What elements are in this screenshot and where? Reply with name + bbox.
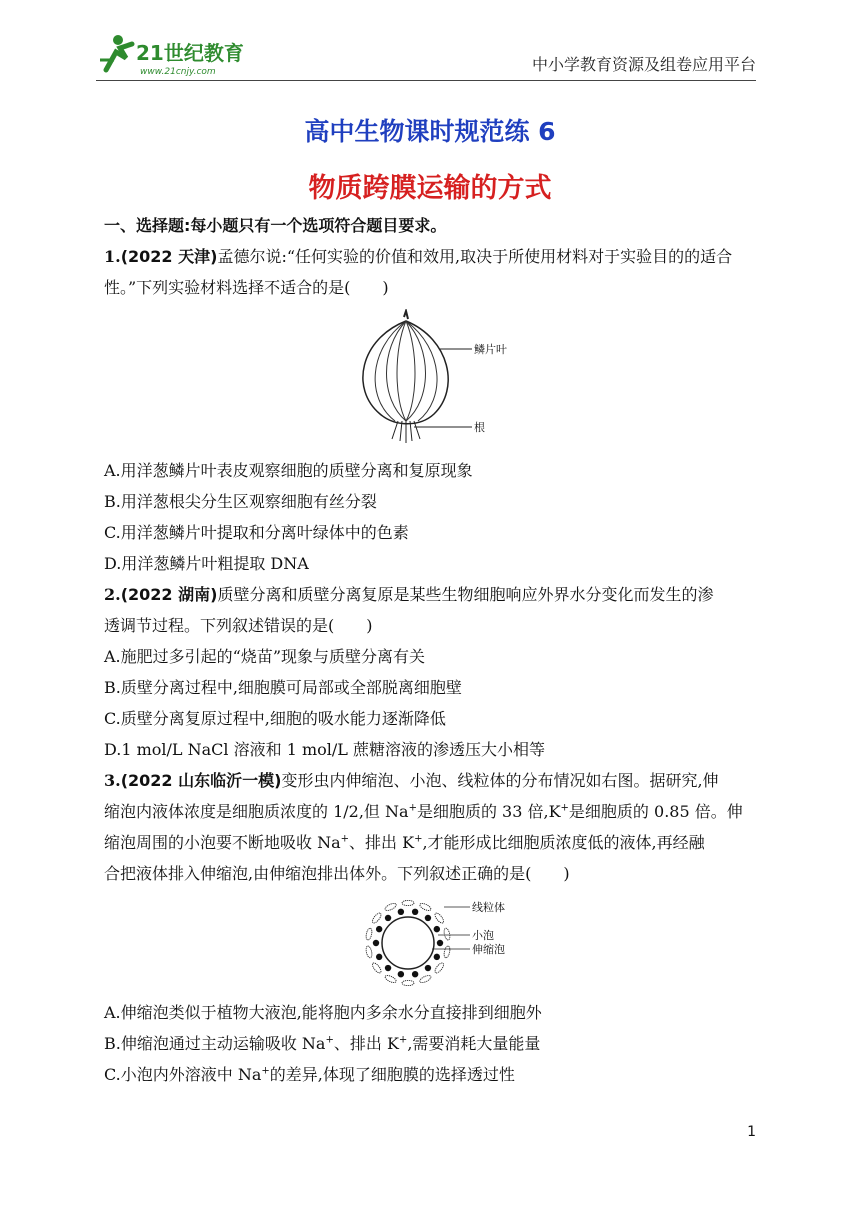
question-number: 1. — [104, 247, 121, 266]
option-text: 的差异,体现了细胞膜的选择透过性 — [269, 1065, 515, 1084]
stem-text: 缩泡内液体浓度是细胞质浓度的 1/2,但 Na — [104, 802, 409, 821]
mitochondrion — [433, 962, 445, 975]
small-vesicle — [412, 909, 418, 915]
label-root: 根 — [474, 421, 485, 434]
contractile-vacuole-figure — [348, 893, 528, 993]
mitochondrion — [443, 945, 451, 958]
q1-option-b: B.用洋葱根尖分生区观察细胞有丝分裂 — [104, 492, 377, 511]
question-source: (2022 湖南) — [120, 585, 218, 604]
page-subtitle: 物质跨膜运输的方式 — [308, 173, 552, 204]
header-platform-text: 中小学教育资源及组卷应用平台 — [531, 55, 756, 74]
label-leaf: 鳞片叶 — [474, 343, 507, 356]
small-vesicle — [412, 971, 418, 977]
question-content — [104, 210, 760, 1090]
small-vesicle — [385, 915, 391, 921]
q2-option-b: B.质壁分离过程中,细胞膜可局部或全部脱离细胞壁 — [104, 678, 462, 697]
question-1-stem — [104, 241, 760, 272]
label-contractile-vacuole: 伸缩泡 — [472, 943, 505, 956]
q2-option-a: A.施肥过多引起的“烧苗”现象与质壁分离有关 — [104, 647, 426, 666]
question-source: (2022 天津) — [120, 247, 218, 266]
question-2-stem — [104, 579, 760, 610]
contractile-vacuole — [382, 917, 434, 969]
onion-figure — [340, 309, 540, 449]
small-vesicle — [385, 965, 391, 971]
stem-text: 是细胞质的 0.85 倍。伸 — [568, 802, 743, 821]
mitochondrion — [433, 912, 445, 925]
small-vesicle — [434, 954, 440, 960]
superscript: + — [261, 1065, 270, 1077]
option-text: C.小泡内外溶液中 Na — [104, 1065, 262, 1084]
small-vesicle — [434, 926, 440, 932]
superscript: + — [398, 1034, 408, 1046]
question-source: (2022 山东临沂一模) — [120, 771, 282, 790]
stem-text: 质壁分离和质壁分离复原是某些生物细胞响应外界水分变化而发生的渗 — [217, 585, 714, 604]
q1-option-c: C.用洋葱鳞片叶提取和分离叶绿体中的色素 — [104, 523, 409, 542]
q2-option-c: C.质壁分离复原过程中,细胞的吸水能力逐渐降低 — [104, 709, 446, 728]
small-vesicle — [376, 926, 382, 932]
mitochondrion — [365, 928, 373, 941]
question-3-stem-line3 — [104, 827, 760, 858]
superscript: + — [560, 802, 569, 814]
mitochondrion — [371, 912, 383, 925]
logo-url: www.21cnjy.com — [140, 67, 216, 77]
small-vesicle — [398, 909, 404, 915]
mitochondrion — [443, 928, 451, 941]
superscript: + — [414, 833, 423, 845]
question-number: 2. — [104, 585, 121, 604]
question-3-stem — [104, 765, 760, 796]
mitochondrion — [371, 962, 383, 975]
question-1-stem-cont: 性。”下列实验材料选择不适合的是( ) — [104, 278, 389, 297]
small-vesicle — [373, 940, 379, 946]
option-text: 、排出 K — [333, 1034, 399, 1053]
question-3-stem-line4: 合把液体排入伸缩泡,由伸缩泡排出体外。下列叙述正确的是( ) — [104, 864, 570, 883]
mitochondrion — [402, 900, 414, 905]
small-vesicle — [425, 915, 431, 921]
superscript: + — [408, 802, 417, 814]
page-header — [96, 30, 756, 78]
q3-option-c — [104, 1059, 760, 1090]
option-text: B.伸缩泡通过主动运输吸收 Na — [104, 1034, 326, 1053]
q3-option-a: A.伸缩泡类似于植物大液泡,能将胞内多余水分直接排到细胞外 — [104, 1003, 542, 1022]
mitochondrion — [419, 902, 432, 912]
q1-option-d: D.用洋葱鳞片叶粗提取 DNA — [104, 554, 309, 573]
mitochondrion — [384, 902, 397, 912]
stem-text: 孟德尔说:“任何实验的价值和效用,取决于所使用材料对于实验目的的适合 — [217, 247, 733, 266]
q2-option-d: D.1 mol/L NaCl 溶液和 1 mol/L 蔗糖溶液的渗透压大小相等 — [104, 740, 545, 759]
stem-text: ,才能形成比细胞质浓度低的液体,再经融 — [422, 833, 705, 852]
page-number: 1 — [747, 1124, 756, 1140]
stem-text: 是细胞质的 33 倍,K — [416, 802, 561, 821]
superscript: + — [325, 1034, 334, 1046]
superscript: + — [340, 833, 350, 845]
q3-option-b — [104, 1028, 760, 1059]
question-3-stem-line2 — [104, 796, 760, 827]
label-small-vesicle: 小泡 — [472, 929, 494, 942]
label-mitochondria: 线粒体 — [472, 901, 505, 914]
q1-option-a: A.用洋葱鳞片叶表皮观察细胞的质壁分离和复原现象 — [104, 461, 473, 480]
stem-text: 缩泡周围的小泡要不断地吸收 Na — [104, 833, 341, 852]
logo-text: 21世纪教育 — [136, 41, 244, 65]
question-2-stem-cont: 透调节过程。下列叙述错误的是( ) — [104, 616, 373, 635]
header-divider — [96, 80, 756, 81]
mitochondrion — [384, 974, 397, 984]
stem-text: 、排出 K — [349, 833, 415, 852]
small-vesicle — [437, 940, 443, 946]
section-heading: 一、选择题:每小题只有一个选项符合题目要求。 — [104, 216, 447, 235]
mitochondrion — [419, 974, 432, 984]
option-text: ,需要消耗大量能量 — [407, 1034, 541, 1053]
small-vesicle — [398, 971, 404, 977]
mitochondrion — [402, 980, 414, 985]
question-number: 3. — [104, 771, 121, 790]
site-logo — [96, 30, 266, 78]
page-title: 高中生物课时规范练 6 — [304, 117, 556, 146]
small-vesicle — [425, 965, 431, 971]
small-vesicle — [376, 954, 382, 960]
mitochondrion — [365, 945, 373, 958]
vacuole-ring — [365, 900, 451, 985]
stem-text: 变形虫内伸缩泡、小泡、线粒体的分布情况如右图。据研究,伸 — [281, 771, 719, 790]
